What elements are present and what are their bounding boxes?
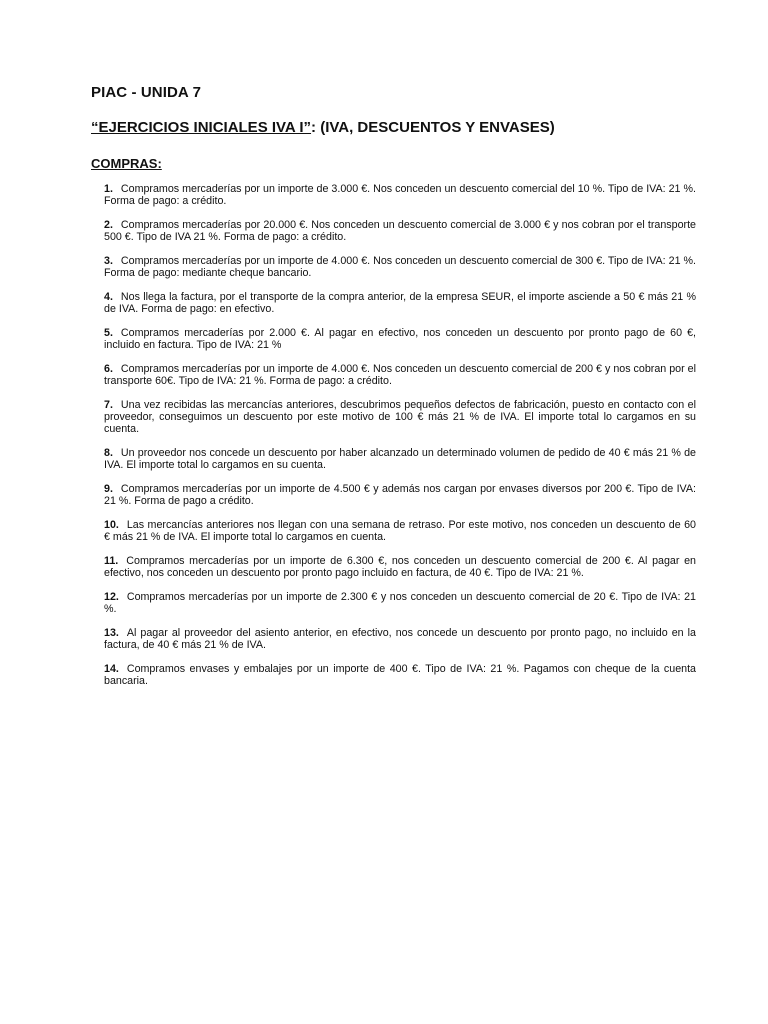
- exercise-number: 7.: [104, 399, 113, 411]
- exercise-item: [104, 399, 696, 435]
- exercise-item: [104, 447, 696, 471]
- exercise-text: Compramos mercaderías por un importe de 2.300 € y nos conceden un descuento comercial de 20 €. Tipo de IVA: 21 %.: [104, 591, 696, 615]
- exercise-text: Compramos mercaderías por un importe de 3.000 €. Nos conceden un descuento comercial del 10 %. Tipo de IVA: 21 %. Forma de pago: a crédito.: [104, 183, 696, 207]
- exercise-text: Las mercancías anteriores nos llegan con una semana de retraso. Por este motivo, nos conceden un descuento de 60 € más 21 % de IVA. El importe total lo cargamos en cuenta.: [104, 519, 696, 543]
- exercise-text: Nos llega la factura, por el transporte de la compra anterior, de la empresa SEUR, el importe asciende a 50 € más 21 % de IVA. Forma de pago: en efectivo.: [104, 291, 696, 315]
- exercise-text: Compramos mercaderías por un importe de 4.000 €. Nos conceden un descuento comercial de 300 €. Tipo de IVA: 21 %. Forma de pago: mediante cheque bancario.: [104, 255, 696, 279]
- exercise-list: [104, 183, 696, 699]
- exercise-number: 13.: [104, 627, 119, 639]
- exercise-item: [104, 291, 696, 315]
- exercise-item: [104, 363, 696, 387]
- exercise-number: 5.: [104, 327, 113, 339]
- exercise-number: 8.: [104, 447, 113, 459]
- exercise-number: 10.: [104, 519, 119, 531]
- exercise-item: [104, 519, 696, 543]
- exercise-text: Compramos mercaderías por un importe de 4.500 € y además nos cargan por envases diversos por 200 €. Tipo de IVA: 21 %. Forma de pago a crédito.: [104, 483, 696, 507]
- exercise-text: Un proveedor nos concede un descuento por haber alcanzado un determinado volumen de pedido de 40 € más 21 % de IVA. El importe total lo cargamos en su cuenta.: [104, 447, 696, 471]
- exercise-item: [104, 663, 696, 687]
- exercise-item: [104, 591, 696, 615]
- exercise-text: Compramos mercaderías por un importe de 6.300 €, nos conceden un descuento comercial de 200 €. Al pagar en efectivo, nos conceden un descuento por pronto pago incluido en factura, de 40 €. Tipo de IVA: 21 %.: [104, 555, 696, 579]
- title-quoted: “EJERCICIOS INICIALES IVA I”: [91, 119, 312, 136]
- exercise-text: Compramos mercaderías por 2.000 €. Al pagar en efectivo, nos conceden un descuento por pronto pago de 60 €, incluido en factura. Tipo de IVA: 21 %: [104, 327, 696, 351]
- exercise-number: 4.: [104, 291, 113, 303]
- exercise-item: [104, 327, 696, 351]
- exercise-number: 9.: [104, 483, 113, 495]
- exercise-item: [104, 627, 696, 651]
- page-title: [91, 119, 555, 136]
- exercise-item: [104, 219, 696, 243]
- exercise-text: Compramos mercaderías por un importe de 4.000 €. Nos conceden un descuento comercial de 200 € y nos cobran por el transporte 60€. Tipo de IVA: 21 %. Forma de pago: a crédito.: [104, 363, 696, 387]
- exercise-text: Al pagar al proveedor del asiento anterior, en efectivo, nos concede un descuento por pronto pago, no incluido en la factura, de 40 € más 21 % de IVA.: [104, 627, 696, 651]
- exercise-text: Compramos envases y embalajes por un importe de 400 €. Tipo de IVA: 21 %. Pagamos con cheque de la cuenta bancaria.: [104, 663, 696, 687]
- section-heading: COMPRAS:: [91, 156, 162, 171]
- exercise-number: 14.: [104, 663, 119, 675]
- exercise-number: 1.: [104, 183, 113, 195]
- exercise-number: 3.: [104, 255, 113, 267]
- exercise-text: Una vez recibidas las mercancías anteriores, descubrimos pequeños defectos de fabricación, puesto en contacto con el proveedor, conseguimos un descuento por este motivo de 100 € más 21 % de IVA. El importe total lo cargamos en su cuenta.: [104, 399, 696, 435]
- unit-heading: PIAC - UNIDA 7: [91, 84, 202, 101]
- exercise-item: [104, 483, 696, 507]
- exercise-item: [104, 555, 696, 579]
- exercise-number: 6.: [104, 363, 113, 375]
- exercise-item: [104, 255, 696, 279]
- exercise-text: Compramos mercaderías por 20.000 €. Nos conceden un descuento comercial de 3.000 € y nos cobran por el transporte 500 €. Tipo de IVA 21 %. Forma de pago: a crédito.: [104, 219, 696, 243]
- exercise-item: [104, 183, 696, 207]
- exercise-number: 12.: [104, 591, 119, 603]
- title-rest: : (IVA, DESCUENTOS Y ENVASES): [311, 119, 555, 136]
- exercise-number: 11.: [104, 555, 119, 567]
- exercise-number: 2.: [104, 219, 113, 231]
